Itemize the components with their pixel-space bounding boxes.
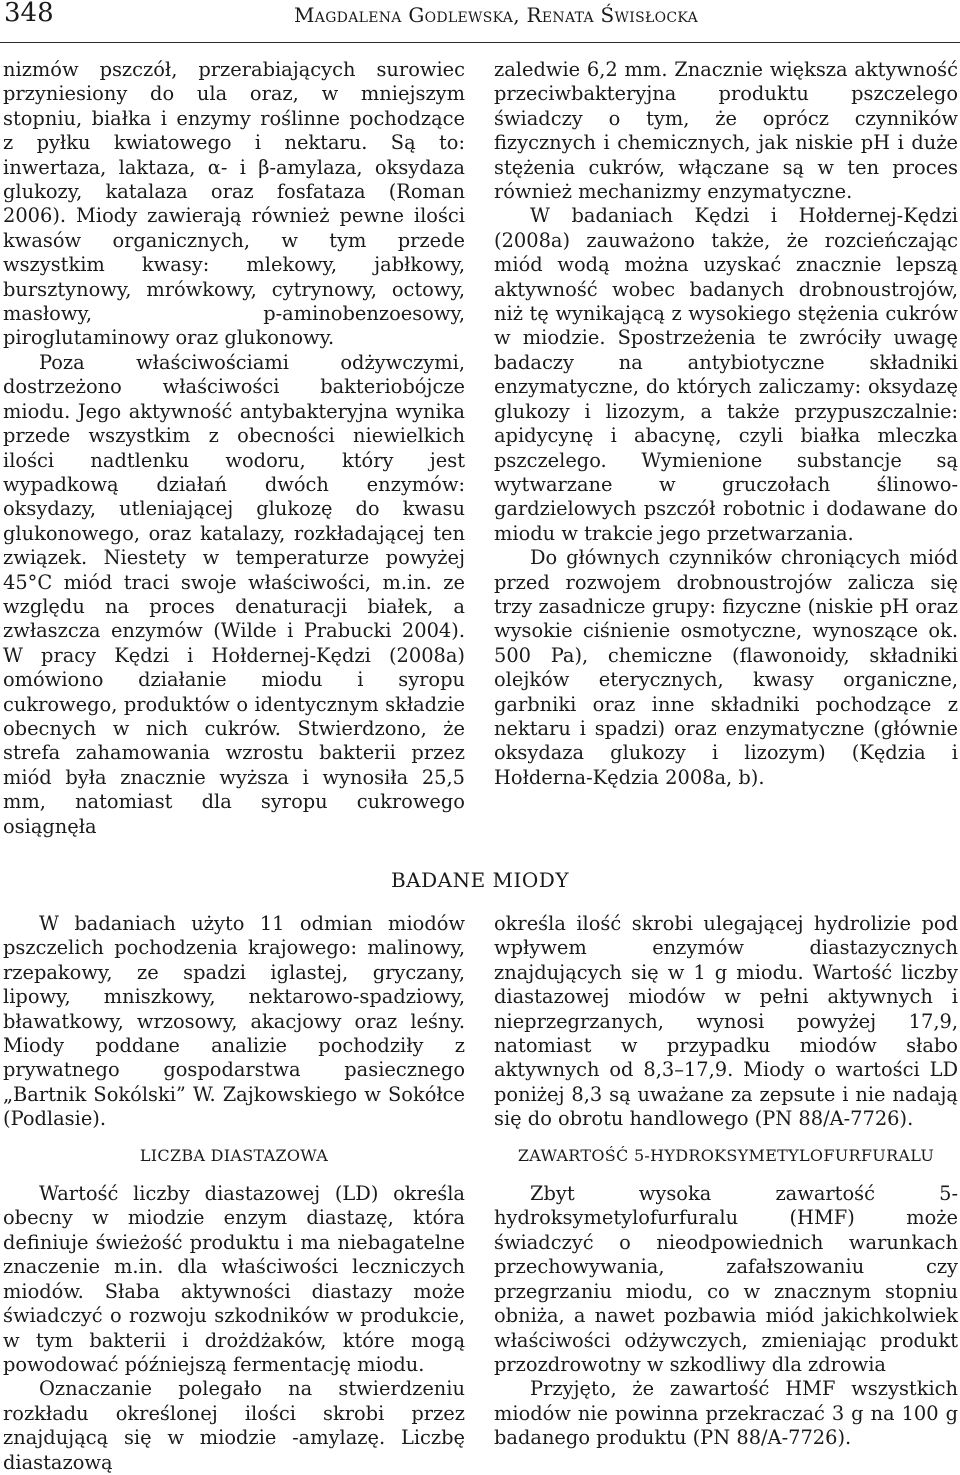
paragraph: zaledwie 6,2 mm. Znacznie większa aktywność przeciwbakteryjna produktu pszczelego świadczy o tym, że oprócz czynników fizycznych i chemicznych, jak niskie pH i duże stężenia cukrów, włączane są w ten proces również mechanizmy enzymatyczne. bbox=[494, 58, 958, 204]
running-head: Magdalena Godlewska, Renata Świsłocka bbox=[294, 3, 699, 27]
paragraph: Wartość liczby diastazowej (LD) określa obecny w miodzie enzym diastazę, która definiuje świeżość produktu i ma niebagatelne znaczenie m.in. dla właściwości leczniczych miodów. Słaba aktywności diastazy może świadczyć o rozwoju szkodników w produkcie, w tym bakterii i drożdżaków, które mogą powodować późniejszą fermentację miodu. bbox=[3, 1182, 465, 1376]
paragraph: W badaniach Kędzi i Hołdernej-Kędzi (2008a) zauważono także, że rozcieńczając miód wodą można uzyskać znacznie lepszą aktywność wobec badanych drobnoustrojów, niż tę wynikającą z wysokiego stężenia cukrów w miodzie. Spostrzeżenia te zwróciły uwagę badaczy na antybiotyczne składniki enzymatyczne, do których zaliczamy: oksydazę glukozy i lizozym, a także przypuszczalnie: apidycynę i abacynę, czyli białka mleczka pszczelego. Wymienione substancje są wytwarzane w gruczołach ślinowo-gardzielowych pszczół robotnic i dodawane do miodu w trakcie jego przetwarzania. bbox=[494, 204, 958, 545]
section-title: BADANE MIODY bbox=[390, 868, 570, 892]
paragraph: Zbyt wysoka zawartość 5-hydroksymetylofurfuralu (HMF) może świadczyć o nieodpowiednich warunkach przechowywania, zafałszowaniu czy przegrzaniu miodu, co w znacznym stopniu obniża, a nawet pozbawia miód jakichkolwiek właściwości odżywczych, zmieniając produkt przozdrowotny w szkodliwy dla zdrowia bbox=[494, 1182, 958, 1376]
paragraph: określa ilość skrobi ulegającej hydrolizie pod wpływem enzymów diastazycznych znajdujących się w 1 g miodu. Wartość liczby diastazowej miodów w pełni aktywnych i nieprzegrzanych, wynosi powyżej 17,9, natomiast w przypadku miodów słabo aktywnych od 8,3–17,9. Miody o wartości LD poniżej 8,3 są uważane za zepsute i nie nadają się do obrotu handlowego (PN 88/A-7726). bbox=[494, 912, 958, 1131]
page-number: 348 bbox=[4, 0, 54, 28]
top-left-column bbox=[3, 58, 465, 839]
subsection-title: LICZBA DIASTAZOWA bbox=[139, 1145, 329, 1165]
page-header bbox=[0, 0, 960, 40]
header-rule bbox=[0, 42, 960, 43]
paragraph: nizmów pszczół, przerabiających surowiec przyniesiony do ula oraz, w mniejszym stopniu, białka i enzymy roślinne pochodzące z pyłku kwiatowego i nektaru. Są to: inwertaza, laktaza, α- i β-amylaza, oksydaza glukozy, katalaza oraz fosfataza (Roman 2006). Miody zawierają również pewne ilości kwasów organicznych, w tym przede wszystkim kwasy: mlekowy, jabłkowy, bursztynowy, mrówkowy, cytrynowy, octowy, masłowy, p-aminobenzoesowy, piroglutaminowy oraz glukonowy. bbox=[3, 58, 465, 350]
bottom-right-column bbox=[494, 912, 958, 1451]
subsection-title: ZAWARTOŚĆ 5-HYDROKSYMETYLOFURFURALU bbox=[517, 1145, 935, 1165]
bottom-left-column bbox=[3, 912, 465, 1475]
paragraph: Przyjęto, że zawartość HMF wszystkich miodów nie powinna przekraczać 3 g na 100 g badanego produktu (PN 88/A-7726). bbox=[494, 1377, 958, 1450]
paragraph: W badaniach użyto 11 odmian miodów pszczelich pochodzenia krajowego: malinowy, rzepakowy, ze spadzi iglastej, gryczany, lipowy, mniszkowy, nektarowo-spadziowy, bławatkowy, wrzosowy, akacjowy oraz leśny. Miody poddane analizie pochodziły z prywatnego gospodarstwa pasiecznego „Bartnik Sokólski” W. Zajkowskiego w Sokółce (Podlasie). bbox=[3, 912, 465, 1131]
top-right-column bbox=[494, 58, 958, 790]
paragraph: Poza właściwościami odżywczymi, dostrzeżono właściwości bakteriobójcze miodu. Jego aktywność antybakteryjna wynika przede wszystkim z obecności niewielkich ilości nadtlenku wodoru, który jest wypadkową działań dwóch enzymów: oksydazy, utleniającej glukozę do kwasu glukonowego, oraz katalazy, rozkładającej ten związek. Niestety w temperaturze powyżej 45°C miód traci swoje właściwości, m.in. ze względu na proces denaturacji białek, a zwłaszcza enzymów (Wilde i Prabucki 2004). W pracy Kędzi i Hołdernej-Kędzi (2008a) omówiono działanie miodu i syropu cukrowego, produktów o identycznym składzie obecnych w nich cukrów. Stwierdzono, że strefa zahamowania wzrostu bakterii przez miód była znacznie wyższa i wynosiła 25,5 mm, natomiast dla syropu cukrowego osiągnęła bbox=[3, 350, 465, 838]
paragraph: Do głównych czynników chroniących miód przed rozwojem drobnoustrojów zalicza się trzy zasadnicze grupy: fizyczne (niskie pH oraz wysokie ciśnienie osmotyczne, wynoszące ok. 500 Pa), chemiczne (flawonoidy, składniki olejków eterycznych, kwasy organiczne, garbniki oraz inne składniki pochodzące z nektaru i spadzi) oraz enzymatyczne (głównie oksydaza glukozy i lizozym) (Kędzia i Hołderna-Kędzia 2008a, b). bbox=[494, 546, 958, 789]
paragraph: Oznaczanie polegało na stwierdzeniu rozkładu określonej ilości skrobi przez znajdującą się w miodzie -amylazę. Liczbę diastazową bbox=[3, 1377, 465, 1474]
